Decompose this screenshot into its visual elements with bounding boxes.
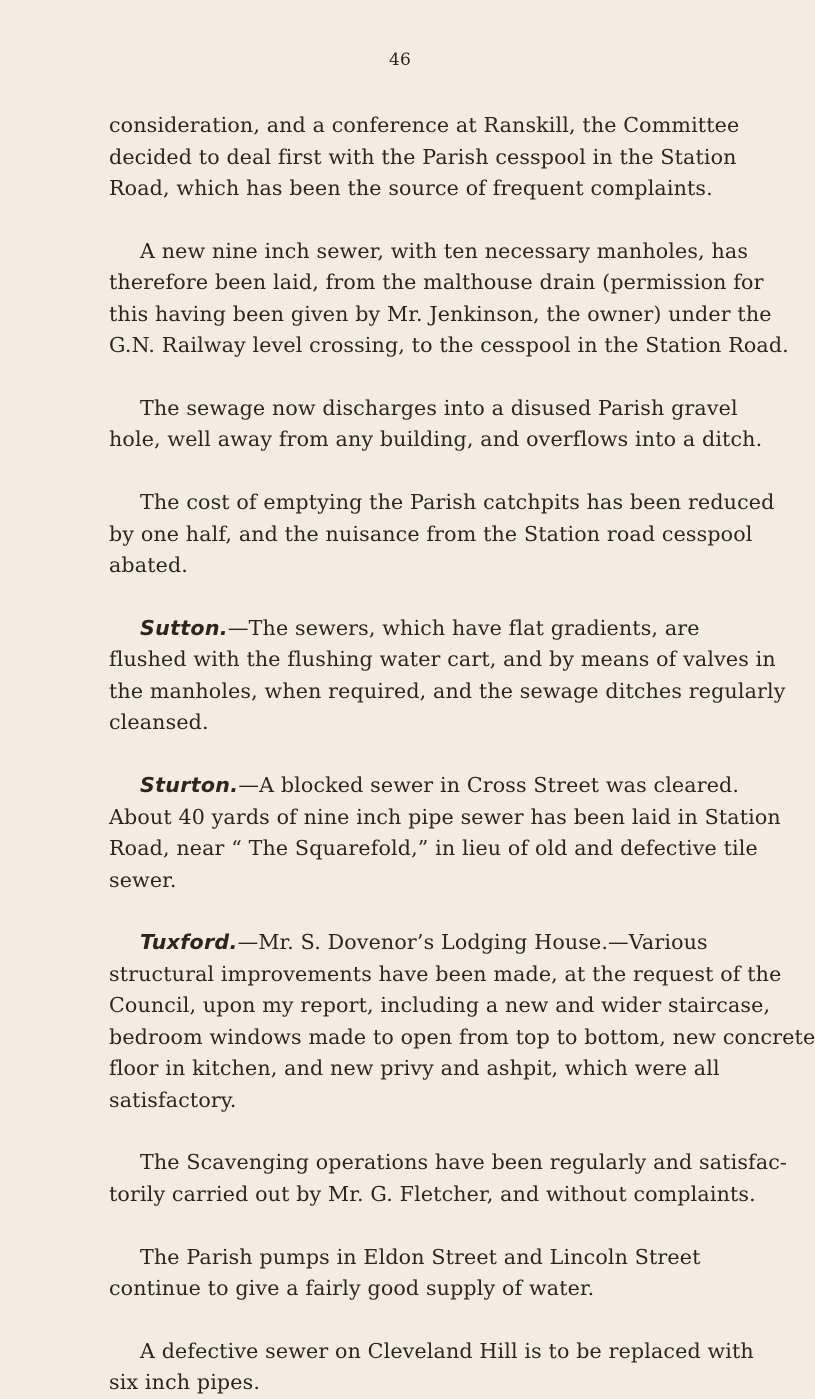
text-line: six inch pipes. bbox=[109, 1370, 261, 1395]
text-line: A new nine inch sewer, with ten necessary manholes, has bbox=[140, 238, 749, 263]
section-heading-sturton: Sturton. bbox=[140, 773, 239, 797]
text-line: A defective sewer on Cleveland Hill is to be replaced with bbox=[140, 1338, 754, 1363]
paragraph-parish-pumps bbox=[109, 1242, 709, 1305]
section-heading-sutton: Sutton. bbox=[140, 615, 228, 640]
text-line: decided to deal first with the Parish cesspool in the Station bbox=[109, 144, 737, 169]
text-line: structural improvements have been made, at the request of the bbox=[109, 961, 782, 986]
text-line: continue to give a fairly good supply of water. bbox=[109, 1276, 595, 1301]
paragraph-sewage-discharge bbox=[109, 393, 763, 456]
text-line: —A blocked sewer in Cross Street was cleared. bbox=[238, 773, 740, 797]
text-line: bedroom windows made to open from top to bottom, new concrete bbox=[109, 1024, 815, 1049]
text-line: Road, near “ The Squarefold,” in lieu of old and defective tile bbox=[109, 836, 758, 860]
paragraph-catchpits-cost bbox=[109, 487, 775, 582]
text-line: torily carried out by Mr. G. Fletcher, and without complaints. bbox=[109, 1181, 756, 1206]
text-line: floor in kitchen, and new privy and ashpit, which were all bbox=[109, 1056, 720, 1081]
paragraph-ranskill-conference bbox=[109, 110, 740, 205]
text-line: this having been given by Mr. Jenkinson, the owner) under the bbox=[109, 301, 772, 326]
text-line: Council, upon my report, including a new and wider staircase, bbox=[109, 993, 771, 1018]
text-line: hole, well away from any building, and overflows into a ditch. bbox=[109, 427, 763, 452]
text-line: About 40 yards of nine inch pipe sewer has been laid in Station bbox=[109, 804, 781, 829]
paragraph-sturton bbox=[109, 770, 781, 896]
text-line: The Parish pumps in Eldon Street and Lincoln Street bbox=[140, 1244, 701, 1269]
text-line: consideration, and a conference at Ranskill, the Committee bbox=[109, 113, 740, 137]
text-line: The Scavenging operations have been regularly and satisfac- bbox=[140, 1150, 788, 1175]
paragraph-sutton bbox=[109, 613, 786, 739]
text-line: sewer. bbox=[109, 867, 177, 892]
text-line: G.N. Railway level crossing, to the cesspool in the Station Road. bbox=[109, 333, 789, 358]
paragraph-cleveland-hill bbox=[109, 1336, 754, 1399]
text-line: abated. bbox=[109, 553, 188, 578]
text-line: —The sewers, which have flat gradients, are bbox=[227, 615, 700, 640]
page-number: 46 bbox=[389, 50, 411, 70]
text-line: therefore been laid, from the malthouse drain (permission for bbox=[109, 270, 764, 295]
paragraph-tuxford bbox=[109, 927, 815, 1116]
paragraph-scavenging bbox=[109, 1147, 788, 1210]
paragraph-new-sewer bbox=[109, 236, 789, 362]
text-line: —Mr. S. Dovenor’s Lodging House.—Various bbox=[237, 930, 708, 955]
text-line: cleansed. bbox=[109, 710, 209, 735]
text-line: The sewage now discharges into a disused Parish gravel bbox=[140, 395, 738, 420]
text-line: Road, which has been the source of frequent complaints. bbox=[109, 176, 713, 200]
text-line: flushed with the flushing water cart, and by means of valves in bbox=[109, 647, 776, 672]
section-heading-tuxford: Tuxford. bbox=[140, 930, 238, 955]
text-line: by one half, and the nuisance from the Station road cesspool bbox=[109, 521, 753, 546]
text-line: The cost of emptying the Parish catchpits has been reduced bbox=[140, 490, 775, 515]
text-line: satisfactory. bbox=[109, 1087, 237, 1112]
text-line: the manholes, when required, and the sewage ditches regularly bbox=[109, 678, 786, 703]
